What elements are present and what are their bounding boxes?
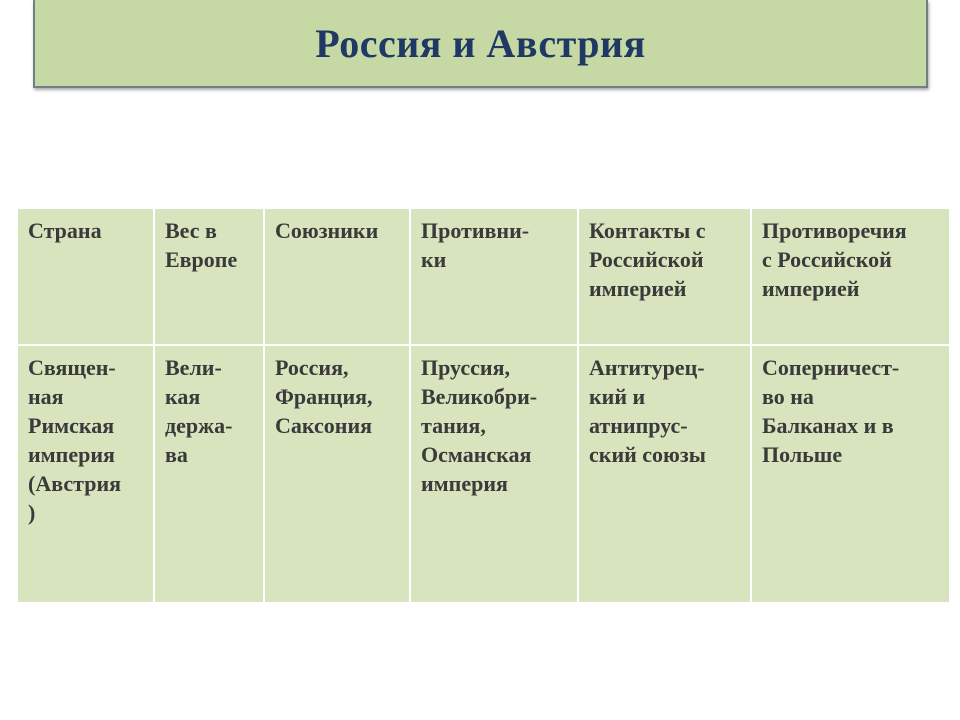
cell-line: ский союзы xyxy=(589,442,706,467)
cell-line: ва xyxy=(165,442,188,467)
cell-line: Противни- xyxy=(421,218,530,243)
cell-line: Антитурец- xyxy=(589,355,705,380)
cell-country xyxy=(18,345,154,602)
title-banner xyxy=(33,0,928,88)
cell-line: Россия, xyxy=(275,355,349,380)
header-cell-allies xyxy=(264,209,410,345)
cell-line: Османская xyxy=(421,442,532,467)
cell-line: Российской xyxy=(589,247,704,272)
cell-line: Страна xyxy=(28,218,102,243)
cell-line: ) xyxy=(28,500,36,525)
page-title: Россия и Австрия xyxy=(315,20,646,66)
cell-weight xyxy=(154,345,264,602)
cell-line: атнипрус- xyxy=(589,413,688,438)
cell-line: кий и xyxy=(589,384,646,409)
cell-line: империей xyxy=(762,276,860,301)
header-cell-contacts xyxy=(578,209,751,345)
cell-line: Польше xyxy=(762,442,843,467)
cell-opponents xyxy=(410,345,578,602)
cell-line: Соперничест- xyxy=(762,355,900,380)
header-cell-contradictions xyxy=(751,209,949,345)
cell-line: тания, xyxy=(421,413,486,438)
header-cell-weight xyxy=(154,209,264,345)
cell-line: Вели- xyxy=(165,355,222,380)
cell-line: Римская xyxy=(28,413,115,438)
cell-allies xyxy=(264,345,410,602)
cell-contacts xyxy=(578,345,751,602)
table-header-row xyxy=(18,209,949,345)
comparison-table-container xyxy=(18,209,949,597)
cell-line: Франция, xyxy=(275,384,373,409)
cell-line: (Австрия xyxy=(28,471,122,496)
cell-line: империей xyxy=(589,276,687,301)
cell-line: Вес в xyxy=(165,218,217,243)
cell-line: ки xyxy=(421,247,447,272)
cell-line: во на xyxy=(762,384,814,409)
cell-line: империя xyxy=(421,471,508,496)
cell-line: ная xyxy=(28,384,64,409)
cell-line: держа- xyxy=(165,413,233,438)
table-row xyxy=(18,345,949,602)
header-cell-country xyxy=(18,209,154,345)
cell-line: Великобри- xyxy=(421,384,538,409)
cell-line: Балканах и в xyxy=(762,413,894,438)
cell-line: кая xyxy=(165,384,201,409)
cell-line: империя xyxy=(28,442,115,467)
cell-line: Союзники xyxy=(275,218,379,243)
cell-contradictions xyxy=(751,345,949,602)
cell-line: Европе xyxy=(165,247,238,272)
cell-line: Священ- xyxy=(28,355,116,380)
cell-line: с Российской xyxy=(762,247,892,272)
cell-line: Противоречия xyxy=(762,218,907,243)
header-cell-opponents xyxy=(410,209,578,345)
cell-line: Контакты с xyxy=(589,218,706,243)
comparison-table xyxy=(18,209,949,602)
cell-line: Пруссия, xyxy=(421,355,510,380)
cell-line: Саксония xyxy=(275,413,373,438)
